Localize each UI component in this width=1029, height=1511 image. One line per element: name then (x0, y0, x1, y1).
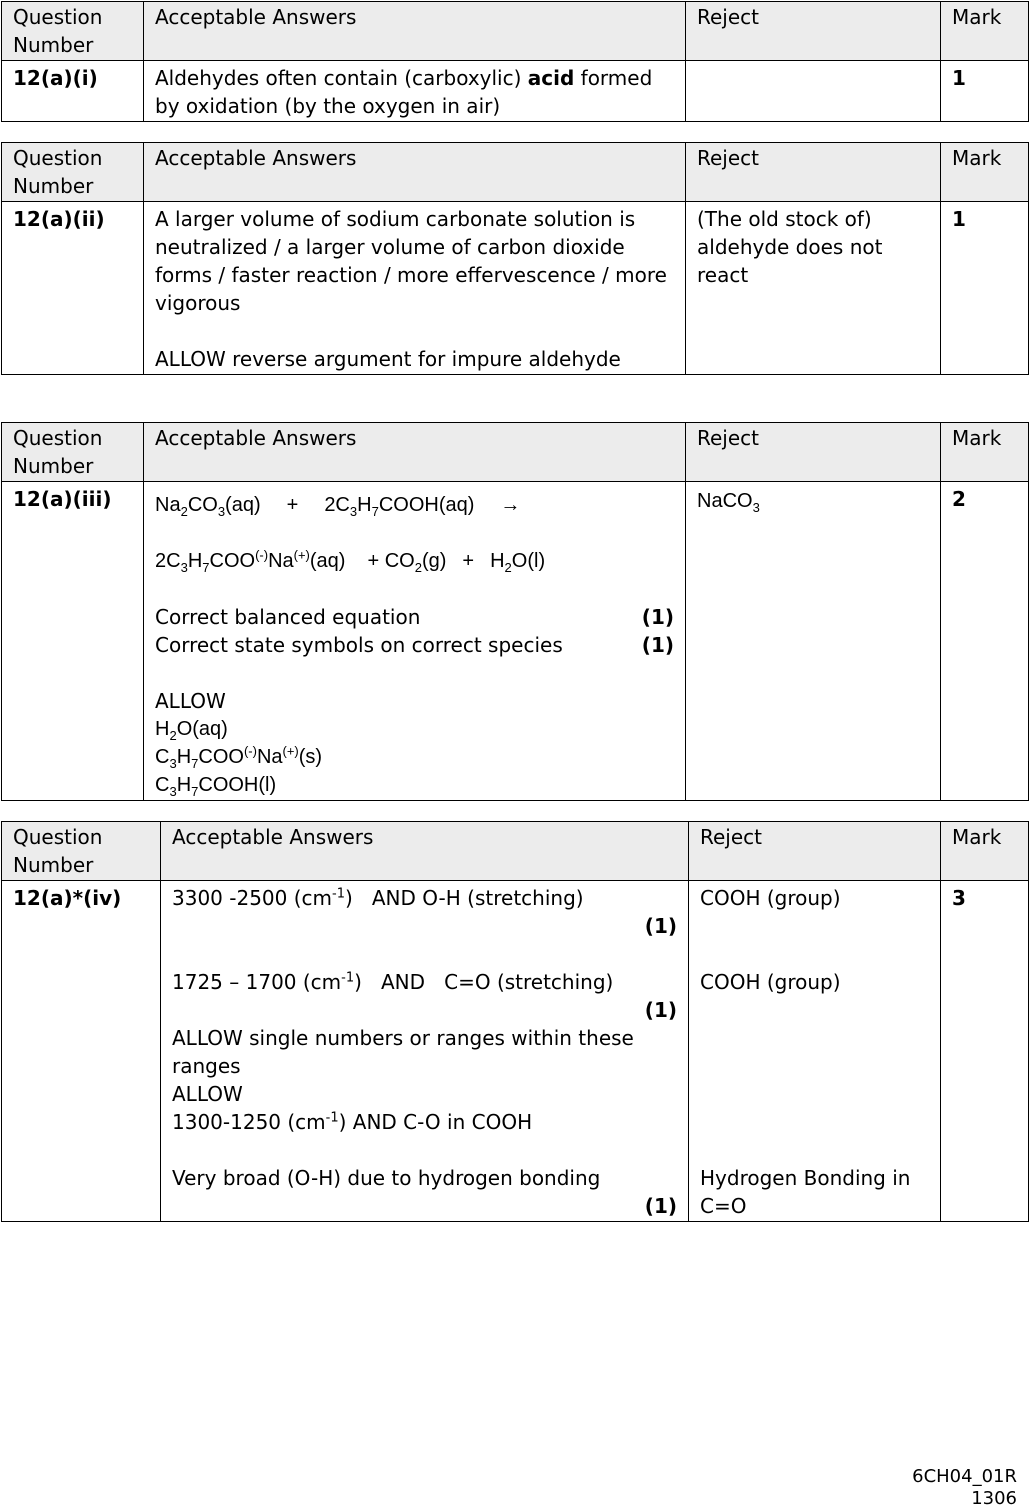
mark-value: 1 (941, 61, 1029, 122)
question-number: 12(a)(ii) (2, 202, 144, 375)
page-footer (912, 1466, 1017, 1510)
table-row (2, 881, 1029, 1222)
question-number: 12(a)(iii) (2, 482, 144, 801)
paper-date: 1306 (971, 1488, 1017, 1509)
mark-value: 1 (941, 202, 1029, 375)
answer-line: 1300-1250 $(cm^{-1})$ AND C-O in COOH (172, 1110, 533, 1134)
equation-reactants: $Na_2CO_3(aq)$ + $2C_3H_7COOH(aq)$ → (155, 494, 521, 519)
equation-products: $2C_3H_7COO^{(-)}Na^{(+)}(aq) + CO_2(g) + H_2O(l)$ (155, 547, 546, 575)
reject-cell (689, 881, 941, 1222)
reject-item: COOH (group) (700, 970, 841, 994)
header-reject: Reject (686, 143, 941, 202)
mark-point: (1) (644, 914, 677, 938)
mark-value: 3 (941, 881, 1029, 1222)
allow-label: ALLOW (155, 689, 226, 713)
mark-value: 2 (941, 482, 1029, 801)
answer-allow: ALLOW reverse argument for impure aldehyde (155, 347, 621, 371)
criterion-balanced: Correct balanced equation (1) (155, 605, 674, 629)
answer-line: 3300 -2500 $(cm^{-1})$ AND O-H (stretching) (172, 886, 584, 910)
answer-text: Aldehydes often contain (carboxylic) (155, 66, 528, 90)
answer-line: 1725 – 1700 $(cm^{-1})$ AND C=O (stretching) (172, 970, 614, 994)
answer-line: Very broad (O-H) due to hydrogen bonding (172, 1166, 601, 1190)
acceptable-answer (161, 881, 689, 1222)
header-acceptable-answers: Acceptable Answers (144, 423, 686, 482)
acceptable-answer (144, 482, 686, 801)
header-question-number: Question Number (2, 2, 144, 61)
table-header-row (2, 822, 1029, 881)
mark-scheme-table-12aii (1, 142, 1029, 375)
mark-point: (1) (644, 1194, 677, 1218)
mark-scheme-table-12aiii (1, 422, 1029, 801)
allow-item: $C_3H_7COO^{(-)}Na^{(+)}(s)$ (155, 743, 323, 771)
mark-scheme-table-12aiv (1, 821, 1029, 1222)
header-question-number: Question Number (2, 423, 144, 482)
table-row (2, 202, 1029, 375)
criterion-states: Correct state symbols on correct species (1) (155, 633, 674, 657)
question-number: 12(a)*(iv) (2, 881, 161, 1222)
mark-scheme-table-12ai (1, 1, 1029, 122)
paper-code: 6CH04_01R (912, 1466, 1017, 1487)
mark-point: (1) (644, 998, 677, 1022)
header-mark: Mark (941, 822, 1029, 881)
header-mark: Mark (941, 143, 1029, 202)
reject-item: COOH (group) (700, 886, 841, 910)
table-row (2, 482, 1029, 801)
table-header-row (2, 423, 1029, 482)
header-question-number: Question Number (2, 822, 161, 881)
answer-text-cont: formed by oxidation (by the oxygen in air) (155, 66, 653, 118)
header-question-number: Question Number (2, 143, 144, 202)
acceptable-answer (144, 61, 686, 122)
arrow-icon: → (500, 494, 521, 516)
header-mark: Mark (941, 2, 1029, 61)
reject-item: Hydrogen Bonding in C=O (700, 1166, 911, 1218)
reject-cell: NaCO$_3$ (686, 482, 941, 801)
question-number: 12(a)(i) (2, 61, 144, 122)
header-reject: Reject (689, 822, 941, 881)
reject-cell (686, 61, 941, 122)
header-reject: Reject (686, 423, 941, 482)
header-acceptable-answers: Acceptable Answers (144, 2, 686, 61)
header-mark: Mark (941, 423, 1029, 482)
answer-main: A larger volume of sodium carbonate solution is neutralized / a larger volume of carbon dioxide forms / faster reaction / more effervescence / more vigorous (155, 207, 667, 315)
answer-line: ALLOW (172, 1082, 243, 1106)
header-reject: Reject (686, 2, 941, 61)
answer-keyword: acid (527, 66, 575, 90)
header-acceptable-answers: Acceptable Answers (144, 143, 686, 202)
header-acceptable-answers: Acceptable Answers (161, 822, 689, 881)
allow-item: $C_3H_7COOH(l)$ (155, 774, 277, 799)
answer-line: ALLOW single numbers or ranges within these ranges (172, 1026, 634, 1078)
allow-item: $H_2O(aq)$ (155, 718, 228, 743)
acceptable-answer (144, 202, 686, 375)
reject-cell: (The old stock of) aldehyde does not react (686, 202, 941, 375)
table-header-row (2, 2, 1029, 61)
table-row (2, 61, 1029, 122)
table-header-row (2, 143, 1029, 202)
